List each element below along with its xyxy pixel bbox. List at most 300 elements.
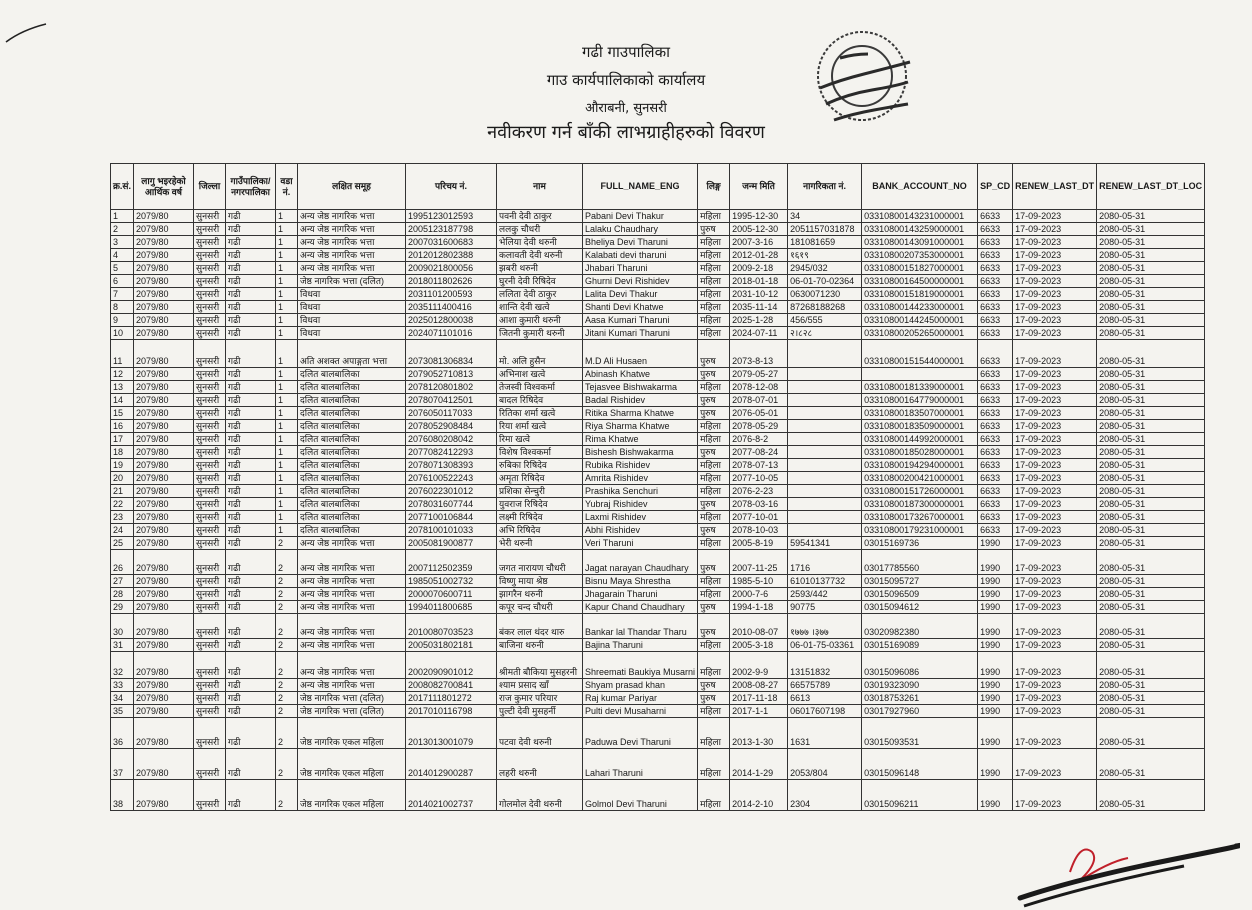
table-cell: सुनसरी [194,262,226,275]
table-cell: 2010-08-07 [730,614,788,639]
table-cell: 17-09-2023 [1013,524,1097,537]
table-cell: सुनसरी [194,446,226,459]
table-cell: 6633 [978,459,1013,472]
table-cell: 2035-11-14 [730,301,788,314]
table-cell: 2080-05-31 [1097,679,1205,692]
table-cell: सुनसरी [194,301,226,314]
table-row [111,236,1205,249]
table-cell: 1990 [978,639,1013,652]
table-cell: 2079/80 [134,614,194,639]
table-cell: 1995-12-30 [730,210,788,223]
table-cell: 2000-7-6 [730,588,788,601]
table-cell: 06017607198 [788,705,862,718]
table-cell: महिला [698,485,730,498]
table-cell: 2078-03-16 [730,498,788,511]
table-cell: 2005-12-30 [730,223,788,236]
table-cell: Raj kumar Pariyar [583,692,698,705]
table-cell: 2078031607744 [406,498,497,511]
table-cell: जेष्ठ नागरिक भत्ता (दलित) [298,705,406,718]
table-cell: 1 [276,485,298,498]
table-cell: 17-09-2023 [1013,446,1097,459]
municipality-name: गढी गाउपालिका [582,43,670,61]
table-cell: 2079/80 [134,381,194,394]
table-cell: 03310800143259000001 [862,223,978,236]
table-cell: अन्य जेष्ठ नागरिक भत्ता [298,614,406,639]
table-cell: 2 [276,614,298,639]
table-cell: 17-09-2023 [1013,368,1097,381]
table-cell: सुनसरी [194,340,226,368]
table-row [111,780,1205,811]
table-cell: 1994011800685 [406,601,497,614]
table-cell: Riya Sharma Khatwe [583,420,698,433]
table-cell: 1631 [788,718,862,749]
table-cell: सुनसरी [194,679,226,692]
table-cell: गढी [226,588,276,601]
table-cell: 1 [276,301,298,314]
table-cell: महिला [698,652,730,679]
table-cell: Yubraj Rishidev [583,498,698,511]
table-cell: 2 [276,705,298,718]
table-cell: 29 [111,601,134,614]
table-cell: Ghurni Devi Rishidev [583,275,698,288]
table-cell: 03310800200421000001 [862,472,978,485]
table-cell: 17-09-2023 [1013,381,1097,394]
table-cell: 2080-05-31 [1097,749,1205,780]
table-cell: 17-09-2023 [1013,327,1097,340]
table-cell: पुरुष [698,394,730,407]
table-cell: 2017010116798 [406,705,497,718]
table-cell: 1985051002732 [406,575,497,588]
table-cell: 2080-05-31 [1097,459,1205,472]
table-cell: सुनसरी [194,407,226,420]
table-cell: Jhabari Tharuni [583,262,698,275]
table-cell: पुरुष [698,407,730,420]
table-row [111,511,1205,524]
table-cell: 38 [111,780,134,811]
table-cell: 03310800151726000001 [862,485,978,498]
table-cell: अन्य जेष्ठ नागरिक भत्ता [298,679,406,692]
table-cell: Bajina Tharuni [583,639,698,652]
corner-pen-mark [4,22,48,44]
table-cell: कलावती देवी थरुनी [497,249,583,262]
table-cell: 2 [276,679,298,692]
table-cell: पुल्टी देवी मुसहर्नी [497,705,583,718]
table-cell: सुनसरी [194,433,226,446]
table-cell: 2024071101016 [406,327,497,340]
table-cell: गढी [226,262,276,275]
table-cell: 03015096086 [862,652,978,679]
table-cell: अन्य जेष्ठ नागरिक भत्ता [298,550,406,575]
table-row [111,749,1205,780]
table-cell: 20 [111,472,134,485]
table-row [111,327,1205,340]
table-cell: 17-09-2023 [1013,601,1097,614]
table-cell: 1990 [978,575,1013,588]
table-cell: 2079/80 [134,394,194,407]
table-cell: 1990 [978,718,1013,749]
column-header: क्र.सं. [111,164,134,210]
table-cell: महिला [698,314,730,327]
table-cell: 2080-05-31 [1097,236,1205,249]
table-cell: 33 [111,679,134,692]
table-cell: महिला [698,472,730,485]
table-cell: 03017927960 [862,705,978,718]
table-row [111,433,1205,446]
table-header-row [111,164,1205,210]
table-cell: गढी [226,368,276,381]
table-cell: 31 [111,639,134,652]
table-cell: 1 [276,210,298,223]
table-cell: 2079/80 [134,236,194,249]
table-cell: Bishesh Bishwakarma [583,446,698,459]
table-cell: 03310800179231000001 [862,524,978,537]
table-cell: 1 [276,275,298,288]
table-cell: 2079/80 [134,340,194,368]
table-cell: 03310800183509000001 [862,420,978,433]
officer-signature [1010,838,1240,908]
table-cell: 2025012800038 [406,314,497,327]
table-row [111,524,1205,537]
table-cell: महिला [698,210,730,223]
table-cell: पवनी देवी ठाकुर [497,210,583,223]
table-cell: महिला [698,275,730,288]
table-cell: Lalita Devi Thakur [583,288,698,301]
table-cell: पुरुष [698,692,730,705]
table-cell: 2079/80 [134,327,194,340]
table-cell: 2080-05-31 [1097,249,1205,262]
table-cell: श्रीमती बौकिया मुसहरनी [497,652,583,679]
table-cell: 10 [111,327,134,340]
table-cell: 2077100106844 [406,511,497,524]
table-cell: सुनसरी [194,368,226,381]
table-cell: 2077082412293 [406,446,497,459]
table-cell: 17-09-2023 [1013,472,1097,485]
table-cell: सुनसरी [194,223,226,236]
table-cell: 1 [276,446,298,459]
table-row [111,639,1205,652]
table-cell: 1990 [978,749,1013,780]
table-cell: 2035111400416 [406,301,497,314]
table-cell: पुरुष [698,223,730,236]
table-cell: सुनसरी [194,575,226,588]
table-cell: 17-09-2023 [1013,433,1097,446]
table-cell: 18 [111,446,134,459]
table-cell: दलित बालबालिका [298,524,406,537]
table-cell: पुरुष [698,614,730,639]
table-cell: 2080-05-31 [1097,301,1205,314]
table-cell: 1990 [978,550,1013,575]
table-cell: 1 [276,288,298,301]
table-cell: युवराज रिषिदेव [497,498,583,511]
table-cell: जेष्ठ नागरिक एकल महिला [298,718,406,749]
table-cell: 2002090901012 [406,652,497,679]
table-cell: 1 [276,433,298,446]
table-cell: 1990 [978,614,1013,639]
table-cell: 2014-2-10 [730,780,788,811]
table-cell: 8 [111,301,134,314]
table-cell: 32 [111,652,134,679]
table-row [111,537,1205,550]
table-cell: सुनसरी [194,588,226,601]
table-cell: अन्य जेष्ठ नागरिक भत्ता [298,639,406,652]
table-cell: 7 [111,288,134,301]
table-cell: 17-09-2023 [1013,511,1097,524]
table-cell: 11 [111,340,134,368]
table-cell: 06-01-70-02364 [788,275,862,288]
table-cell: अन्य जेष्ठ नागरिक भत्ता [298,223,406,236]
table-cell: 6633 [978,223,1013,236]
table-cell: 3 [111,236,134,249]
table-cell: अन्य जेष्ठ नागरिक भत्ता [298,575,406,588]
table-cell: २।८२८ [788,327,862,340]
table-cell: 2008-08-27 [730,679,788,692]
table-cell [788,433,862,446]
table-cell: 17-09-2023 [1013,420,1097,433]
table-cell: सुनसरी [194,524,226,537]
table-cell: गढी [226,575,276,588]
table-cell: 2014012900287 [406,749,497,780]
table-cell: 6633 [978,368,1013,381]
table-cell: 2078-07-13 [730,459,788,472]
table-cell: विधवा [298,301,406,314]
table-cell: पुरुष [698,340,730,368]
table-cell: 35 [111,705,134,718]
table-cell [788,420,862,433]
table-row [111,249,1205,262]
table-cell: Pabani Devi Thakur [583,210,698,223]
table-cell: 6633 [978,236,1013,249]
document-title: नवीकरण गर्न बाँकी लाभग्राहीहरुको विवरण [487,122,765,143]
table-cell: 17-09-2023 [1013,485,1097,498]
table-cell: गढी [226,223,276,236]
table-cell: 2080-05-31 [1097,780,1205,811]
table-cell: 03015096148 [862,749,978,780]
table-cell: 03017785560 [862,550,978,575]
table-cell: 37 [111,749,134,780]
table-row [111,301,1205,314]
table-cell: Kalabati devi tharuni [583,249,698,262]
table-cell: 2009021800056 [406,262,497,275]
table-cell: 2080-05-31 [1097,537,1205,550]
table-cell: पुरुष [698,498,730,511]
table-cell: 2 [276,652,298,679]
table-cell: 61010137732 [788,575,862,588]
table-cell: सुनसरी [194,511,226,524]
table-cell: गढी [226,210,276,223]
table-cell: भेलिया देवी थरुनी [497,236,583,249]
table-cell: Kapur Chand Chaudhary [583,601,698,614]
table-cell: 24 [111,524,134,537]
table-cell: सुनसरी [194,394,226,407]
table-cell: 17-09-2023 [1013,652,1097,679]
table-cell: 03310800187300000001 [862,498,978,511]
column-header: RENEW_LAST_DT_LOC [1097,164,1205,210]
table-cell: 2078100101033 [406,524,497,537]
table-row [111,575,1205,588]
table-cell: 03310800144992000001 [862,433,978,446]
table-cell: 2079/80 [134,249,194,262]
table-cell: 17-09-2023 [1013,459,1097,472]
table-cell: 06-01-75-03361 [788,639,862,652]
table-cell: 2080-05-31 [1097,511,1205,524]
table-cell: Ritika Sharma Khatwe [583,407,698,420]
table-cell: सुनसरी [194,485,226,498]
table-cell: 17-09-2023 [1013,537,1097,550]
table-cell: महिला [698,705,730,718]
table-cell: 2051157031878 [788,223,862,236]
table-cell: Abinash Khatwe [583,368,698,381]
table-cell: 2013013001079 [406,718,497,749]
table-cell: 6633 [978,381,1013,394]
table-cell: आशा कुमारी थरुनी [497,314,583,327]
table-cell: दलित बालबालिका [298,381,406,394]
table-cell: 2031101200593 [406,288,497,301]
table-cell: 03015095727 [862,575,978,588]
table-cell: सुनसरी [194,420,226,433]
table-cell: Prashika Senchuri [583,485,698,498]
table-cell: 1990 [978,588,1013,601]
column-header: नागरिकता नं. [788,164,862,210]
table-cell: 2005081900877 [406,537,497,550]
table-cell: 03020982380 [862,614,978,639]
table-cell: 1 [276,236,298,249]
table-cell: गढी [226,749,276,780]
table-cell: 17-09-2023 [1013,780,1097,811]
table-cell: 2079/80 [134,652,194,679]
table-cell: 2024-07-11 [730,327,788,340]
column-header: वडा नं. [276,164,298,210]
table-cell: 2 [276,601,298,614]
table-cell: 2076080208042 [406,433,497,446]
table-cell: पुरुष [698,679,730,692]
table-cell: 17-09-2023 [1013,288,1097,301]
table-cell: Jhagarain Tharuni [583,588,698,601]
table-cell: 2012-01-28 [730,249,788,262]
table-cell: 2053/804 [788,749,862,780]
table-cell: Shanti Devi Khatwe [583,301,698,314]
table-cell: 2079/80 [134,446,194,459]
table-cell: गढी [226,639,276,652]
table-cell: 2080-05-31 [1097,223,1205,236]
table-cell: 2 [276,780,298,811]
table-cell: 17-09-2023 [1013,262,1097,275]
column-header: परिचय नं. [406,164,497,210]
table-cell: 2079/80 [134,485,194,498]
table-cell: सुनसरी [194,249,226,262]
table-cell: विष्णु माया श्रेष्ठ [497,575,583,588]
table-cell: Shreemati Baukiya Musarni [583,652,698,679]
table-cell: 17-09-2023 [1013,718,1097,749]
table-cell: 2080-05-31 [1097,550,1205,575]
table-cell: 6633 [978,288,1013,301]
table-cell: 2025-1-28 [730,314,788,327]
table-cell: ललकु चौधरी [497,223,583,236]
table-cell: Bisnu Maya Shrestha [583,575,698,588]
table-cell: सुनसरी [194,288,226,301]
table-cell: 2 [276,692,298,705]
table-cell: 2078071308393 [406,459,497,472]
table-cell: 2079/80 [134,301,194,314]
table-cell: 2076050117033 [406,407,497,420]
table-cell: बाजिना थरुनी [497,639,583,652]
table-cell: 2079/80 [134,601,194,614]
table-cell: सुनसरी [194,601,226,614]
table-cell: 17-09-2023 [1013,550,1097,575]
table-row [111,550,1205,575]
table-cell: Pulti devi Musaharni [583,705,698,718]
table-cell: 1716 [788,550,862,575]
table-row [111,705,1205,718]
table-cell: 2007-11-25 [730,550,788,575]
table-cell: सुनसरी [194,236,226,249]
table-cell [788,524,862,537]
table-cell: मो. अलि हुसैन [497,340,583,368]
table-cell: गढी [226,314,276,327]
table-cell: अति अशक्त अपाङ्गता भत्ता [298,340,406,368]
table-cell: 2080-05-31 [1097,472,1205,485]
table-cell: 2079052710813 [406,368,497,381]
table-cell: 2080-05-31 [1097,524,1205,537]
table-cell: गढी [226,692,276,705]
table-cell [788,498,862,511]
table-cell: विधवा [298,288,406,301]
table-cell: 17-09-2023 [1013,314,1097,327]
column-header: गाउँपालिका/ नगरपालिका [226,164,276,210]
table-cell: गढी [226,472,276,485]
table-cell: 17-09-2023 [1013,679,1097,692]
table-cell: 6633 [978,524,1013,537]
table-cell: दलित बालबालिका [298,459,406,472]
table-cell: 14 [111,394,134,407]
table-cell: 2080-05-31 [1097,314,1205,327]
table-cell: 9 [111,314,134,327]
table-cell: प्रशिका सेन्चुरी [497,485,583,498]
table-cell: 6633 [978,340,1013,368]
table-cell: 17-09-2023 [1013,301,1097,314]
table-cell: राज कुमार परियार [497,692,583,705]
table-cell: लक्ष्मी रिषिदेव [497,511,583,524]
table-cell: तेजस्वी विश्वकर्मा [497,381,583,394]
table-cell: 17-09-2023 [1013,275,1097,288]
table-cell: 17-09-2023 [1013,249,1097,262]
table-cell: गढी [226,537,276,550]
table-cell: गढी [226,498,276,511]
table-row [111,394,1205,407]
table-cell: 03310800185028000001 [862,446,978,459]
table-row [111,420,1205,433]
table-cell: महिला [698,575,730,588]
table-cell: 03310800143091000001 [862,236,978,249]
table-cell: महिला [698,537,730,550]
table-cell: दलित बालबालिका [298,420,406,433]
table-cell: 6633 [978,249,1013,262]
table-cell: गढी [226,288,276,301]
table-cell: घुरनी देवी रिषिदेव [497,275,583,288]
table-cell: 2079/80 [134,692,194,705]
table-row [111,314,1205,327]
table-cell: 2005123187798 [406,223,497,236]
table-cell: 2080-05-31 [1097,368,1205,381]
table-cell: गढी [226,614,276,639]
table-cell: 2304 [788,780,862,811]
table-cell: 17-09-2023 [1013,749,1097,780]
table-cell: 2002-9-9 [730,652,788,679]
table-cell: दलित बालबालिका [298,368,406,381]
table-cell: झागरैन थरुनी [497,588,583,601]
table-cell: 6633 [978,394,1013,407]
table-cell: 2079/80 [134,498,194,511]
table-cell: 03019323090 [862,679,978,692]
